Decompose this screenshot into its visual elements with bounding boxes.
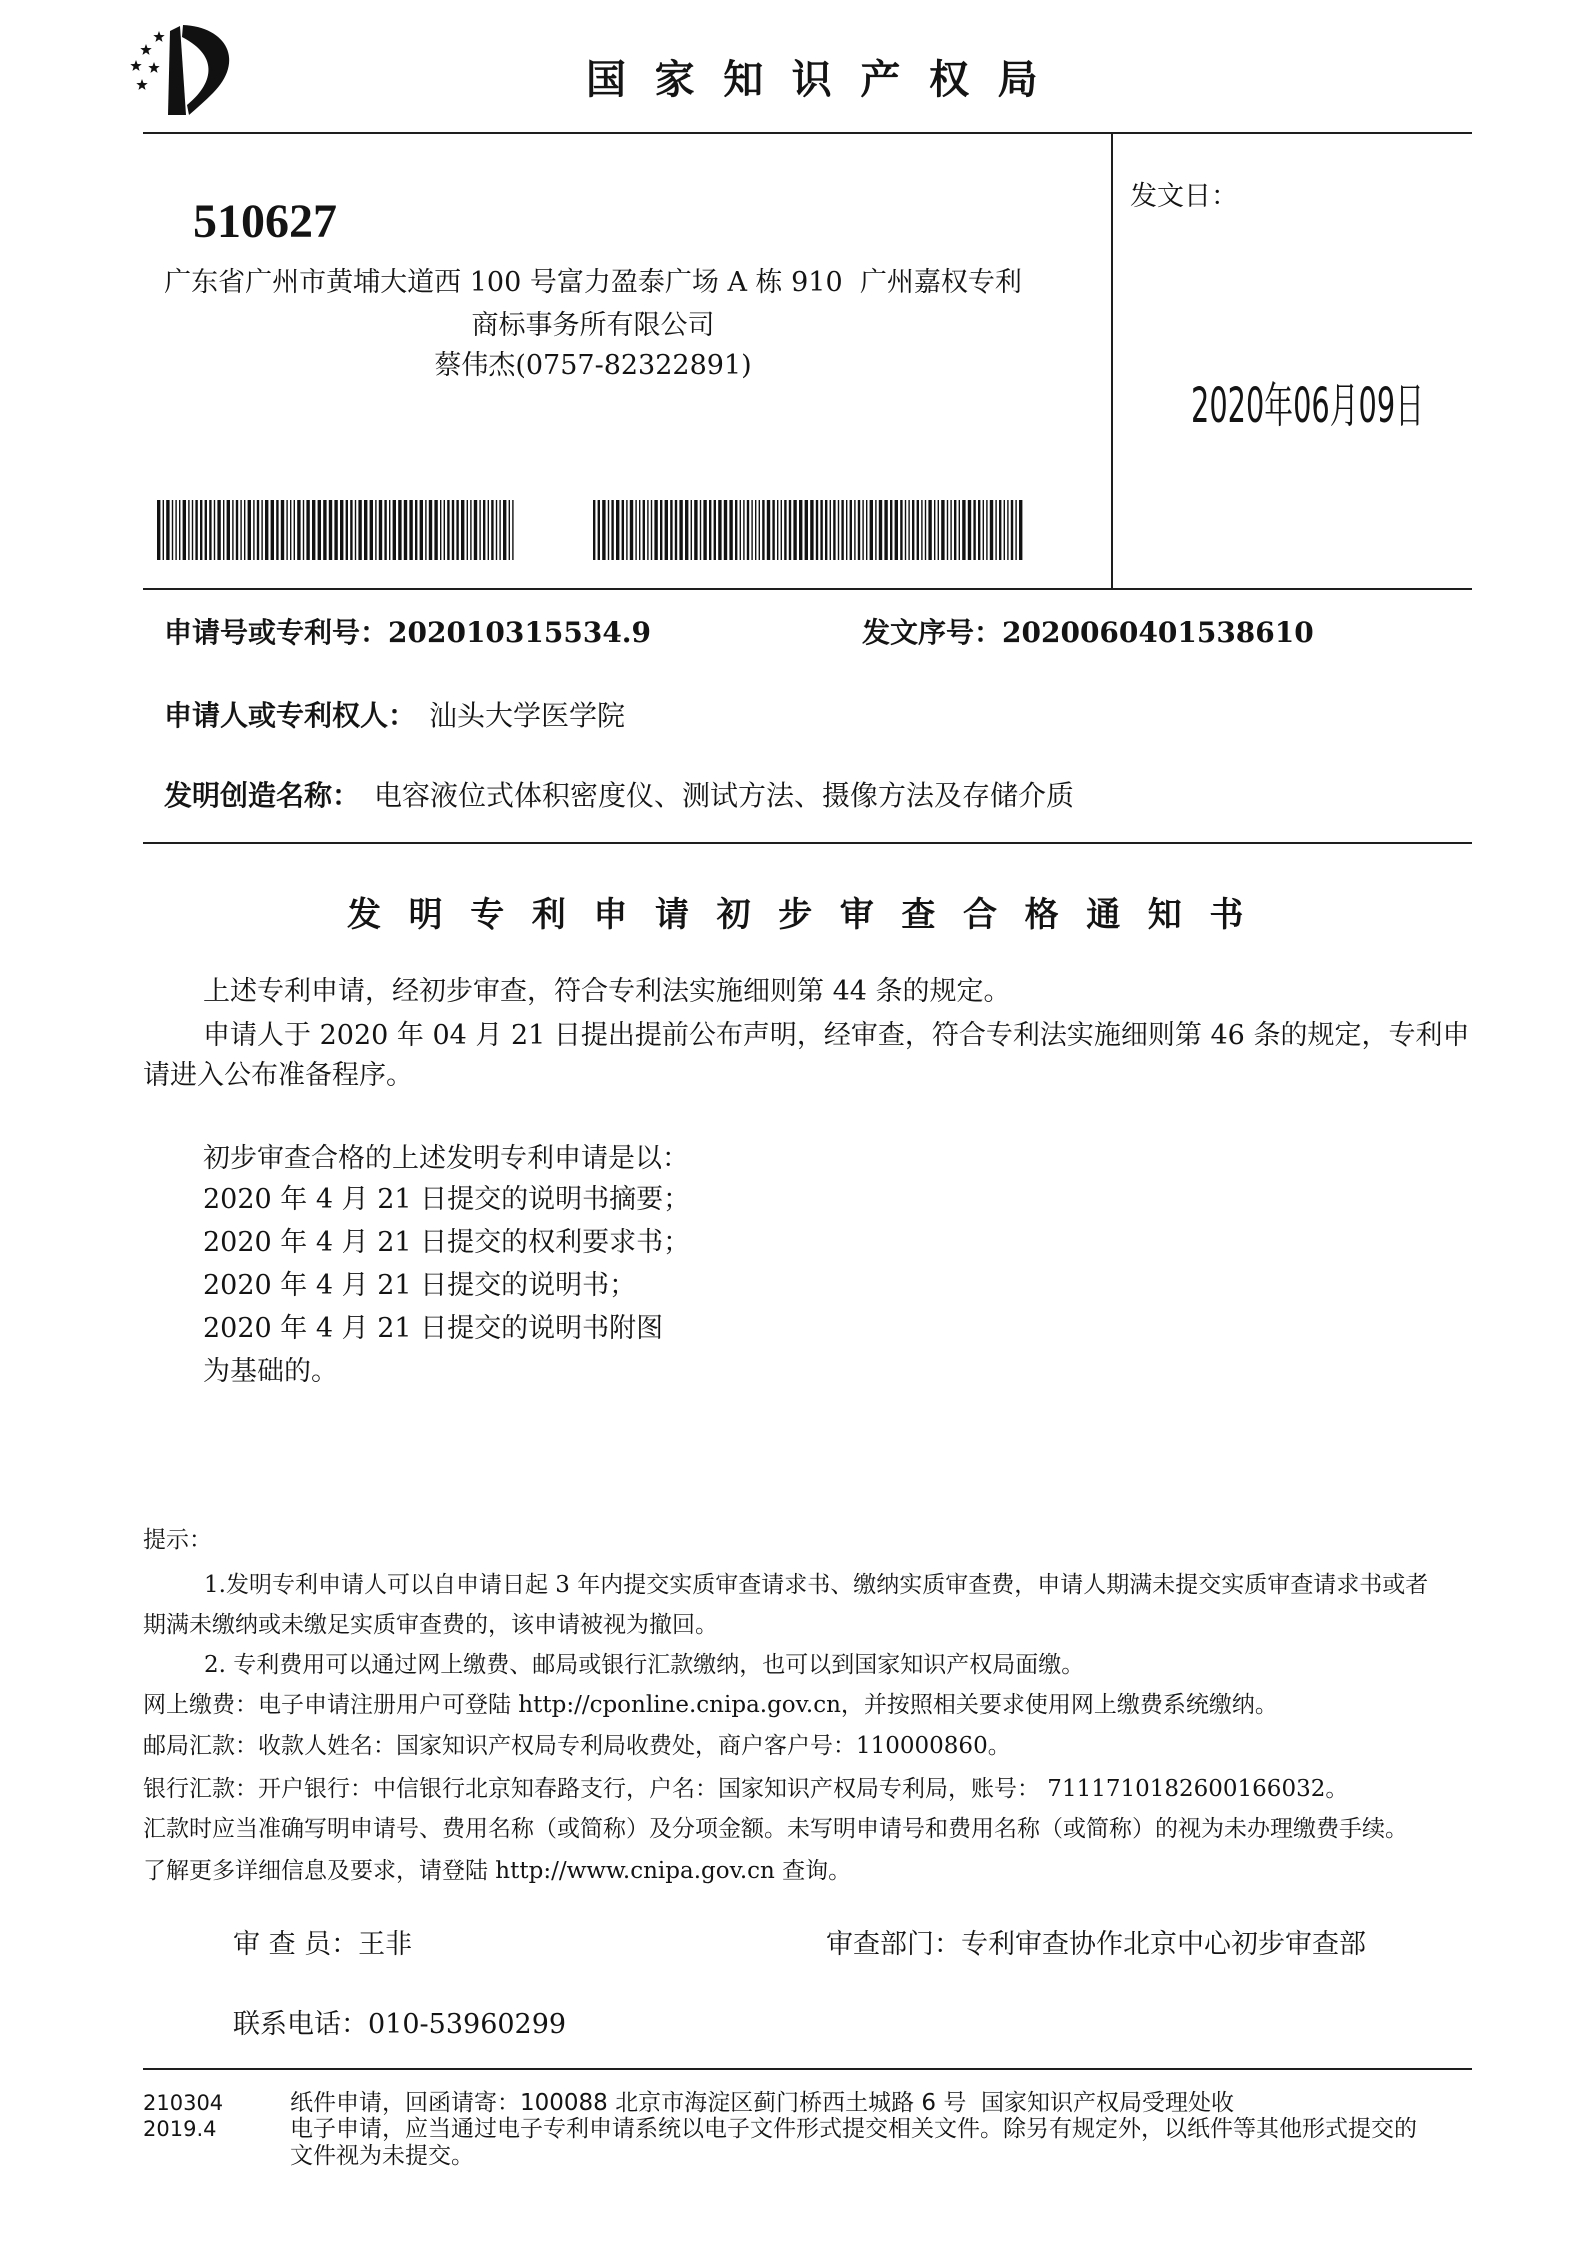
application-number-label: 申请号或专利号： (164, 616, 389, 649)
hint-line: 1.发明专利申请人可以自申请日起 3 年内提交实质审查请求书、缴纳实质审查费，申请人期满未提交实质审查请求书或者 (204, 1572, 1429, 1598)
body-line: 2020 年 4 月 21 日提交的说明书附图 (203, 1313, 664, 1344)
body-line: 2020 年 4 月 21 日提交的权利要求书； (203, 1227, 691, 1258)
address-line: 商标事务所有限公司 (471, 310, 715, 341)
applicant-label (164, 696, 416, 736)
top-rule (143, 132, 1472, 134)
issue-date-value: 2020年06月09日 (1191, 378, 1425, 434)
body-line: 为基础的。 (203, 1356, 338, 1387)
applicant-label-text: 申请人或专利权人： (164, 699, 417, 732)
logo-curve (182, 25, 229, 115)
star-icon (140, 44, 151, 55)
notice-title: 发明专利申请初步审查合格通知书 (347, 895, 1271, 935)
postcode: 510627 (193, 195, 337, 248)
department-label: 审查部门： (826, 1929, 961, 1960)
recipient-contact: 蔡伟杰(0757-82322891) (434, 350, 752, 381)
body-line: 初步审查合格的上述发明专利申请是以： (203, 1143, 689, 1174)
body-line: 上述专利申请，经初步审查，符合专利法实施细则第 44 条的规定。 (203, 976, 1011, 1007)
examiner (233, 1925, 412, 1965)
hint-line: 期满未缴纳或未缴足实质审查费的，该申请被视为撤回。 (143, 1612, 718, 1638)
issue-date-label: 发文日： (1130, 181, 1238, 212)
department (826, 1925, 1366, 1965)
star-icon (130, 60, 141, 71)
phone (233, 2005, 566, 2045)
hints-label: 提示： (143, 1527, 212, 1553)
barcode-right (593, 500, 1027, 560)
agency-title: 国家知识产权局 (586, 57, 1067, 103)
form-code: 210304 (143, 2091, 224, 2115)
invention-title-label (164, 776, 360, 816)
star-icon (148, 62, 159, 73)
body-line: 请进入公布准备程序。 (143, 1060, 413, 1091)
logo-stem (168, 26, 186, 115)
header-divider (1111, 132, 1113, 590)
body-line: 2020 年 4 月 21 日提交的说明书摘要； (203, 1184, 691, 1215)
application-number-row (164, 613, 651, 653)
form-version: 2019.4 (143, 2117, 217, 2141)
barcode-left (157, 500, 518, 560)
application-number: 202010315534.9 (388, 616, 652, 649)
applicant-name: 汕头大学医学院 (429, 699, 626, 732)
serial-number-row (862, 613, 1314, 653)
phone-label: 联系电话： (233, 2009, 368, 2040)
phone-number: 010-53960299 (368, 2009, 567, 2040)
cnipa-logo-icon (115, 15, 245, 120)
header-bottom-rule (143, 588, 1472, 590)
barcode-bars (157, 500, 514, 560)
hint-line: 了解更多详细信息及要求，请登陆 http://www.cnipa.gov.cn 查询。 (143, 1858, 852, 1884)
fields-bottom-rule (143, 842, 1472, 844)
hint-line: 邮局汇款：收款人姓名：国家知识产权局专利局收费处，商户客户号：110000860。 (143, 1733, 1011, 1759)
issue-date (1130, 316, 1579, 496)
footer-rule (143, 2068, 1472, 2070)
footer-line: 电子申请，应当通过电子专利申请系统以电子文件形式提交相关文件。除另有规定外，以纸件等其他形式提交的 (290, 2116, 1417, 2142)
hint-line: 汇款时应当准确写明申请号、费用名称（或简称）及分项金额。未写明申请号和费用名称（或简称）的视为未办理缴费手续。 (143, 1816, 1408, 1842)
star-icon (153, 31, 164, 42)
barcode-bars (593, 500, 1022, 560)
hint-line: 网上缴费：电子申请注册用户可登陆 http://cponline.cnipa.gov.cn，并按照相关要求使用网上缴费系统缴纳。 (143, 1692, 1278, 1718)
address-line: 广东省广州市黄埔大道西 100 号富力盈泰广场 A 栋 910 广州嘉权专利 (164, 267, 1022, 298)
footer-line: 文件视为未提交。 (290, 2143, 474, 2169)
hint-line: 银行汇款：开户银行：中信银行北京知春路支行，户名：国家知识产权局专利局，账号： 7111710182600166032。 (143, 1776, 1349, 1802)
department-name: 专利审查协作北京中心初步审查部 (961, 1929, 1366, 1960)
hint-line: 2. 专利费用可以通过网上缴费、邮局或银行汇款缴纳，也可以到国家知识产权局面缴。 (204, 1652, 1085, 1678)
examiner-label: 审 查 员： (233, 1929, 359, 1960)
serial-number-label: 发文序号： (862, 616, 1003, 649)
examiner-name: 王非 (358, 1929, 413, 1960)
footer-line: 纸件申请，回函请寄：100088 北京市海淀区蓟门桥西土城路 6 号 国家知识产权局受理处收 (290, 2090, 1234, 2116)
star-icon (136, 79, 147, 90)
serial-number: 2020060401538610 (1002, 616, 1314, 649)
body-line: 申请人于 2020 年 04 月 21 日提出提前公布声明，经审查，符合专利法实施细则第 46 条的规定，专利申 (203, 1020, 1470, 1051)
body-line: 2020 年 4 月 21 日提交的说明书； (203, 1270, 637, 1301)
invention-title-label-text: 发明创造名称： (164, 779, 361, 812)
invention-title: 电容液位式体积密度仪、测试方法、摄像方法及存储介质 (374, 779, 1075, 812)
